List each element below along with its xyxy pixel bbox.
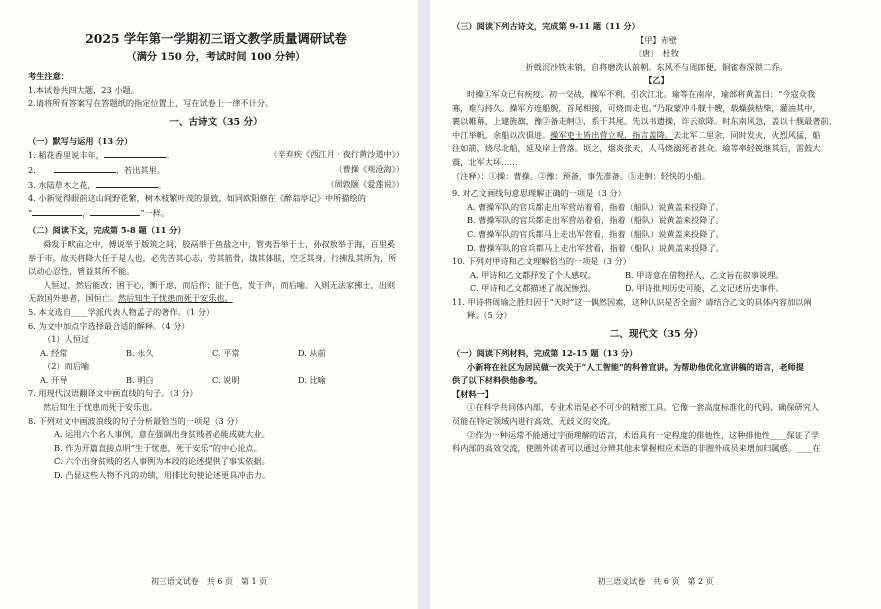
material-line: 科内部的高效交流，使圈外读者可以通过分辨其他未掌握相应术语的非圈外成员来增加归属感。____在 <box>452 443 821 454</box>
exam-page-1 <box>0 0 418 609</box>
option: C. 说明 <box>212 374 240 385</box>
page-footer: 初三语文试卷 共 6 页 第 1 页 <box>150 577 268 586</box>
annotation-notes: （注释）：①操：曹操。②豫：预备，事先准备。③走舸：轻快的小船。 <box>452 170 710 181</box>
intro-line: 小新将在社区为居民做一次关于“人工智能”的科普宣讲。为帮助他优化宣讲稿的语言，老师提 <box>467 361 804 372</box>
part-heading: （二）阅读下文，完成第 5-8 题（11 分） <box>28 225 186 236</box>
question-6-options <box>28 374 404 388</box>
option: B. 作为开篇直接点明“生于忧患，死于安乐”的中心论点。 <box>54 442 262 453</box>
notes-heading: 考生注意： <box>28 71 69 81</box>
question-6-item: （2）而后喻 <box>43 361 90 372</box>
question-10-options <box>452 282 861 296</box>
question-10: 10. 下列对甲诗和乙文理解恰当的一项是（3 分） <box>452 256 631 267</box>
question-1: 1. 稻花香里说丰年， 。 （辛弃疾《西江月 · 夜行黄沙道中》） <box>28 149 404 161</box>
passage-line: 以动心忍性，曾益其所不能。 <box>28 266 135 277</box>
option: B. 曹操军队的官兵都走出军营站着看，指着（船队）说黄盖来投降了。 <box>467 215 724 226</box>
question-6-item: （1）人恒过 <box>43 334 90 345</box>
exam-title: 2025 学年第一学期初三语文教学质量调研试卷 <box>85 31 347 46</box>
option: C. 曹操军队的官兵都马上走出军营看，指着（船队）说黄盖来投降了。 <box>467 228 724 239</box>
passage-line: 人恒过，然后能改；困于心，衡于虑，而后作；征于色，发于声，而后喻。入则无法家拂士，出则 <box>43 279 396 290</box>
passage-line: 寡，难与持久。操军方连船舰，首尾相接，可烧而走也。”乃取蒙冲斗舰十艘，载燥荻枯柴，灌油其中， <box>452 102 821 113</box>
option: A. 运用六个名人事例，意在强调出身贫贱者必能成就大业。 <box>54 429 270 440</box>
question-3: 3. 水陆草木之花， 。 （周敦颐《爱莲说》） <box>28 178 404 190</box>
question-4-blanks: “ ， ”一样。 <box>28 207 170 218</box>
source-note: （曹操《观沧海》） <box>334 163 404 174</box>
passage-line: 时操①军众已有疾疫。初一交战，操军不利，引次江北。瑜等在南岸，瑜部将黄盖曰：“今寇众我 <box>467 88 816 99</box>
material-line: ①在科学共同体内部，专业术语是必不可少的精密工具。它像一套高度标准化的代码，确保研究人 <box>467 402 820 413</box>
option: D. 从前 <box>298 347 326 358</box>
passage-line: 无敌国外患者，国恒亡。然后知生于忧患而死于安乐也。 <box>28 293 233 304</box>
exam-page-2 <box>430 0 881 609</box>
question-10-options <box>452 269 861 283</box>
question-2: 2. ，若出其里。 （曹操《观沧海》） <box>28 163 404 175</box>
option: C. 平常 <box>212 347 240 358</box>
intro-line: 供了以下材料供他参考。 <box>452 375 543 386</box>
option: A. 经常 <box>40 347 68 358</box>
note-item: 1.本试卷共四大题，23 小题。 <box>28 84 139 95</box>
option: A. 曹操军队的官兵都走出军营站着看，指着（船队）说黄盖来投降了。 <box>467 201 724 212</box>
part-heading: （一）阅读下列材料，完成第 12-15 题（13 分） <box>452 348 638 359</box>
passage-label: 【乙】 <box>644 75 669 86</box>
option: C. 六个出身贫贱的名人事例为本段的论述提供了事实依据。 <box>54 456 270 467</box>
question-11: 11. 甲诗将周瑜之胜归因于“天时”这一偶然因素，这种认识是否全面？请结合乙文的具体内容加以阐 <box>452 296 812 307</box>
passage-line: 举于市。故天将降大任于是人也，必先苦其心志，劳其筋骨，饿其体肤，空乏其身，行拂乱其所为，所 <box>28 252 397 263</box>
option: B. 永久 <box>126 347 154 358</box>
question-7-sentence: 然后知生于忧患而死于安乐也。 <box>43 402 158 413</box>
question-7: 7. 用现代汉语翻译文中画直线的句子。（3 分） <box>28 388 198 399</box>
question-11-cont: 释。（5 分） <box>467 310 512 321</box>
part-heading: （三）阅读下列古诗文，完成第 9-11 题（11 分） <box>452 21 640 31</box>
question-9: 9. 对乙文画线句意思理解正确的一项是（3 分） <box>452 188 626 199</box>
section-heading: 一、古诗文（35 分） <box>169 116 263 128</box>
answer-blank <box>96 178 158 188</box>
question-8: 8. 下列对文中画波浪线的句子分析最恰当的一项是（3 分） <box>28 415 243 426</box>
question-4: 4. 小新觉得眼前这山间野花繁，树木枝繁叶茂的景致，如同欧阳修在《醉翁亭记》中所描绘的 <box>28 193 366 204</box>
answer-blank <box>54 163 116 173</box>
answer-blank <box>90 206 140 216</box>
option: D. 曹操军队的官兵都马上走出军营看，指着（船队）说黄盖来投降了。 <box>467 242 725 253</box>
source-note: （辛弃疾《西江月 · 夜行黄沙道中》） <box>269 149 404 160</box>
part-heading: （一）默写与运用（13 分） <box>28 135 133 146</box>
option: D. 凸显这些人物不凡的功绩，用排比句使论述更具冲击力。 <box>54 470 271 481</box>
option: A. 开导 <box>40 374 68 385</box>
underlined-sentence: 操军吏士皆出营立观，指言盖降。 <box>550 129 674 140</box>
section-heading: 二、现代文（35 分） <box>609 329 704 341</box>
answer-blank <box>32 206 82 216</box>
source-note: （周敦颐《爱莲说》） <box>326 178 404 189</box>
question-6: 6. 为文中加点字选择最合适的解释。（4 分） <box>28 320 190 331</box>
exam-subtitle: （满分 150 分，考试时间 100 分钟） <box>126 51 306 63</box>
answer-blank <box>104 148 166 158</box>
option: D. 比喻 <box>298 374 326 385</box>
question-6-options <box>28 347 404 361</box>
page-gap <box>418 0 430 609</box>
option: B. 甲诗意在借物抒人，乙文旨在叙事说理。 <box>625 269 784 280</box>
poem-text: 折戟沉沙铁未销，自将磨洗认前朝。东风不与周郎便，铜雀春深锁二乔。 <box>525 61 788 72</box>
option: D. 甲诗批判历史可能，乙文记述历史事件。 <box>625 283 784 294</box>
poem-title: 【甲】赤壁 <box>636 34 677 45</box>
passage-line: 舜发于畎亩之中，傅说举于版筑之间，胶鬲举于鱼盐之中，管夷吾举于士，孙叔敖举于海，百里奚 <box>43 238 396 249</box>
option: A. 甲诗和乙文都抒发了个人感叹。 <box>470 269 596 280</box>
material-line: ②作为一种运常不能通过字面理解的语言，术语具有一定程度的排他性，这种排他性____保证了学 <box>467 429 820 440</box>
passage-line: 裹以帷幕，上建旌旗，豫②备走舸③，系于其尾。先以书遗操，诈云欲降。时东南风急，盖以十舰最著前， <box>452 116 837 127</box>
material-label: 【材料一】 <box>452 388 493 399</box>
option: C. 甲诗和乙文都描述了战况惨烈。 <box>470 283 596 294</box>
passage-line: 往如箭，烧尽北船，延及岸上营落。顷之，烟炎张天，人马烧溺死者甚众。瑜等率轻锐继其后，雷鼓大 <box>452 143 821 154</box>
material-line: 员能在特定领域内进行高效、无歧义的交流。 <box>452 416 616 427</box>
question-5: 5. 本文选自____学派代表人物孟子的著作。（1 分） <box>28 306 215 317</box>
poem-author: 〔唐〕 杜牧 <box>633 48 680 59</box>
page-footer: 初三语文试卷 共 6 页 第 2 页 <box>597 577 714 586</box>
passage-line: 震，北军大坏…… <box>452 156 518 167</box>
option: B. 明白 <box>126 374 154 385</box>
note-item: 2.请将所有答案写在答题纸的指定位置上，写在试卷上一律不计分。 <box>28 98 274 109</box>
passage-line: 中江举帆，余船以次俱进。操军吏士皆出营立观，指言盖降。去北军二里余，同时发火，火烈风猛，船 <box>452 129 821 140</box>
underlined-sentence: 然后知生于忧患而死于安乐也。 <box>118 293 233 304</box>
